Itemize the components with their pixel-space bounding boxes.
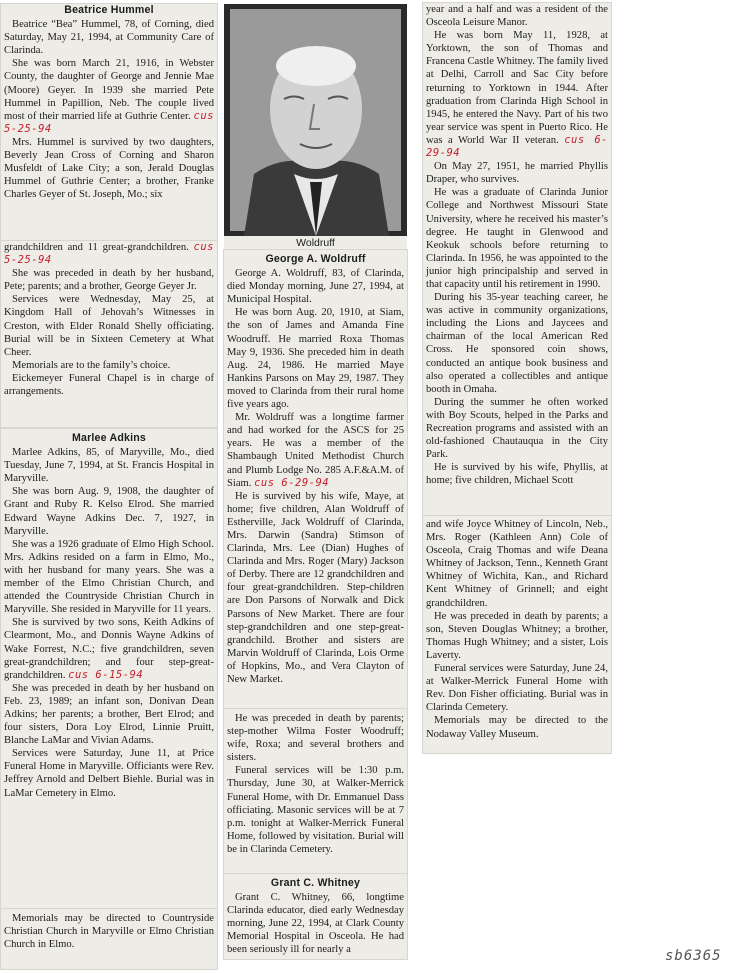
- whitney-continued-clipping: [423, 3, 611, 515]
- adkins-paragraph: She was a 1926 graduate of Elmo High School. Mrs. Adkins resided on a farm in Elmo, Mo., with her husband for many years. She was a member of the Elmo Christian Church, and attended the Countryside Christian Church in Maryville. She resided in Maryville for 11 years.: [4, 538, 214, 616]
- whitney-paragraph: Memorials may be directed to the Nodaway Valley Museum.: [426, 715, 608, 740]
- whitney-paragraph: During his 35-year teaching career, he was active in community organizations, including the Lions and Jaycees and chairman of the local American Red Cross. He sponsored coin shows, conducted an antique book business and also operated a collectibles and antique booth in Omaha.: [426, 292, 608, 395]
- whitney-clipping: [224, 874, 407, 959]
- portrait-image: [224, 4, 407, 236]
- adkins-paragraph: Services were Saturday, June 11, at Price Funeral Home in Maryville. Officiants were Rev. Jeffrey Arnold and Delbert Biehle. Burial was in LaMar Cemetery in Elmo.: [4, 748, 214, 799]
- woldruff-clipping: [224, 250, 407, 711]
- hummel-paragraph: She was preceded in death by her husband, Pete; parents; and a brother, George Geyer Jr.: [4, 268, 214, 293]
- whitney-paragraph: On May 27, 1951, he married Phyllis Draper, who survives.: [426, 161, 608, 186]
- whitney-paragraph: year and a half and was a resident of the Osceola Leisure Manor.: [426, 4, 608, 29]
- hummel-clipping: [1, 4, 217, 241]
- handwritten-note: cus 6-15-94: [68, 668, 144, 681]
- adkins-memorials-clipping: [1, 909, 217, 969]
- adkins-paragraph: Memorials may be directed to Countryside Christian Church in Maryville or Elmo Christian Church in Elmo.: [4, 913, 214, 951]
- hummel-paragraph: Eickemeyer Funeral Chapel is in charge of arrangements.: [4, 372, 214, 398]
- woldruff-paragraph: He was born Aug. 20, 1910, at Siam, the son of James and Amanda Fine Woodruff. He married Roxa Thomas May 9, 1936. She preceded him in death Aug. 24, 1986. He married Maye Hankins Parsons on May 29, 1987. They moved to Clarinda from their rural home five years ago.: [227, 307, 404, 411]
- photo-caption: Woldruff: [224, 236, 407, 250]
- woldruff-paragraph: He is survived by his wife, Maye, at home; five children, Alan Woldruff of Estherville, Jack Woldruff of Clarinda, Mrs. Darwin (Sandra) Stimson of Clarinda, Mrs. Lee (Dian) Hughes of Clarinda and Mrs. Roger (Mary) Jackson of Derby. There are 12 grandchildren and four great-grandchildren. Step-children are Don Parsons of Norwalk and Dick Parsons of New Market. There are four step-grandchildren and one step-great-grandchild. Brother and sisters are Marvin Woldruff of Clarinda, Lois Orme of Hopkins, Mo., and Vera Clayton of New Market.: [227, 490, 404, 685]
- whitney-paragraph: Funeral services were Saturday, June 24, at Walker-Merrick Funeral Home with Rev. Don Fisher officiating. Burial was in Clarinda Cemetery.: [426, 663, 608, 714]
- handwritten-note: cus 5-25-94: [4, 109, 214, 135]
- hummel-paragraph: Memorials are to the family’s choice.: [12, 359, 171, 371]
- woldruff-paragraph: He was preceded in death by parents; step-mother Wilma Foster Woodruff; wife, Roxa; and several brothers and sisters.: [227, 713, 404, 764]
- adkins-paragraph: She was preceded in death by her husband on Feb. 23, 1989; an infant son, Donivan Dean Adkins; her parents; a brother, Bert Elrod; and four sisters, Dora Loy Elrod, Linnie Pruitt, Blanche LaMar and Vivian Adams.: [4, 682, 214, 747]
- adkins-paragraph: She is survived by two sons, Keith Adkins of Clearmont, Mo., and Donnis Wayne Adkins of Wake Forrest, N.C.; five grandchildren, seven great-grandchildren; and four step-great-grandchildren. cus 6-15-94: [4, 617, 214, 681]
- handwritten-note: cus 6-29-94: [254, 476, 330, 489]
- hummel-headline: Beatrice Hummel: [64, 4, 154, 16]
- handwritten-note: cus 6-29-94: [426, 133, 608, 160]
- whitney-paragraph: He was born May 11, 1928, at Yorktown, the son of Thomas and Francena Castle Whitney. The family lived at Delhi, Carroll and Sac City before returning to Yorktown in 1944. After graduation from Clarinda High School in 1945, he entered the Navy. Part of his two year service was spent in Puerto Rico. He was a World War II veteran. cus 6-29-94: [426, 30, 608, 160]
- whitney-paragraph: He was preceded in death by parents; a son, Steven Douglas Whitney; a brother, Thomas Hugh Whitney; and a sister, Lois Laverty.: [426, 610, 608, 661]
- handwritten-note: cus 5-25-94: [4, 241, 214, 267]
- adkins-paragraph: Marlee Adkins, 85, of Maryville, Mo., died Tuesday, June 7, 1994, at St. Francis Hospital in Maryville.: [4, 447, 214, 485]
- adkins-headline: Marlee Adkins: [71, 432, 147, 444]
- woldruff-continued-clipping: [224, 709, 407, 876]
- hummel-paragraph: grandchildren and 11 great-grandchildren. cus 5-25-94: [4, 241, 214, 267]
- whitney-paragraph: Grant C. Whitney, 66, longtime Clarinda educator, died early Wednesday morning, June 22, 1994, at Clark County Memorial Hospital in Osceola. He had been seriously ill for nearly a: [227, 892, 404, 956]
- woldruff-headline: George A. Woldruff: [265, 253, 366, 265]
- hummel-continued-clipping: [1, 241, 217, 427]
- woldruff-paragraph: Mr. Woldruff was a longtime farmer and had worked for the ASCS for 25 years. He was a member of the Shambaugh United Methodist Church and Plumb Lodge No. 285 A.F.&A.M. of Siam. cus 6-29-94: [227, 412, 404, 489]
- whitney-paragraph: During the summer he often worked with Boy Scouts, helped in the Parks and Recreation programs and assisted with an old-fashioned Chautauqua in the City Park.: [426, 396, 608, 461]
- hummel-paragraph: Services were Wednesday, May 25, at Kingdom Hall of Jehovah’s Witnesses in Creston, with Elder Ronald Shelly officiating. Burial will be in Sixteen Cemetery at What Cheer.: [4, 294, 214, 358]
- handwritten-archive-number: sb6365: [665, 948, 722, 964]
- hummel-paragraph: Beatrice “Bea” Hummel, 78, of Corning, died Saturday, May 21, 1994, at Community Care of Clarinda.: [4, 19, 214, 57]
- whitney-paragraph: He was a graduate of Clarinda Junior College and Northwest Missouri State University, where he received his master’s degree. He taught in Glenwood and Keokuk schools before returning to Clarinda. In 1956, he was appointed to the junior high principalship and served in that capacity until his retirement in 1990.: [426, 187, 608, 290]
- whitney-paragraph: and wife Joyce Whitney of Lincoln, Neb., Mrs. Roger (Kathleen Ann) Cole of Osceola, Craig Thomas and wife Deana Whitney of Jackson, Tenn., Kenneth Grant Whitney of Wichita, Kan., and Richard Kent Whitney of Grinnell; and eight grandchildren.: [426, 519, 608, 609]
- hummel-paragraph: Mrs. Hummel is survived by two daughters, Beverly Jean Cross of Corning and Sharon Musfeldt of Lake City; a son, Jerald Douglas Hummel of Guthrie Center; a brother, Franke Charles Geyer of St. Joseph, Mo.; six: [4, 136, 214, 201]
- whitney-headline: Grant C. Whitney: [270, 877, 361, 889]
- whitney-lower-clipping: [423, 516, 611, 753]
- woldruff-paragraph: Funeral services will be 1:30 p.m. Thursday, June 30, at Walker-Merrick Funeral Home, with Dr. Emmanuel Dass officiating. Masonic services will be at 7 p.m. tonight at Walker-Merrick Funeral Home, followed by visitation. Burial will be in Clarinda Cemetery.: [227, 765, 404, 855]
- hummel-paragraph: She was born March 21, 1916, in Webster County, the daughter of George and Jennie Mae (Moore) Geyer. In 1939 she married Pete Hummel in Papillion, Neb. The couple lived most of their married life at Guthrie Center. cus 5-25-94: [4, 58, 214, 135]
- woldruff-portrait-photo: [224, 4, 407, 236]
- adkins-paragraph: She was born Aug. 9, 1908, the daughter of Grant and Ruby R. Kelso Elrod. She married Edward Wayne Adkins Dec. 7, 1927, in Maryville.: [4, 486, 214, 537]
- adkins-clipping: [1, 429, 217, 911]
- whitney-paragraph: He is survived by his wife, Phyllis, at home; five children, Michael Scott: [426, 462, 608, 487]
- woldruff-paragraph: George A. Woldruff, 83, of Clarinda, died Monday morning, June 27, 1994, at Municipal Hospital.: [227, 268, 404, 306]
